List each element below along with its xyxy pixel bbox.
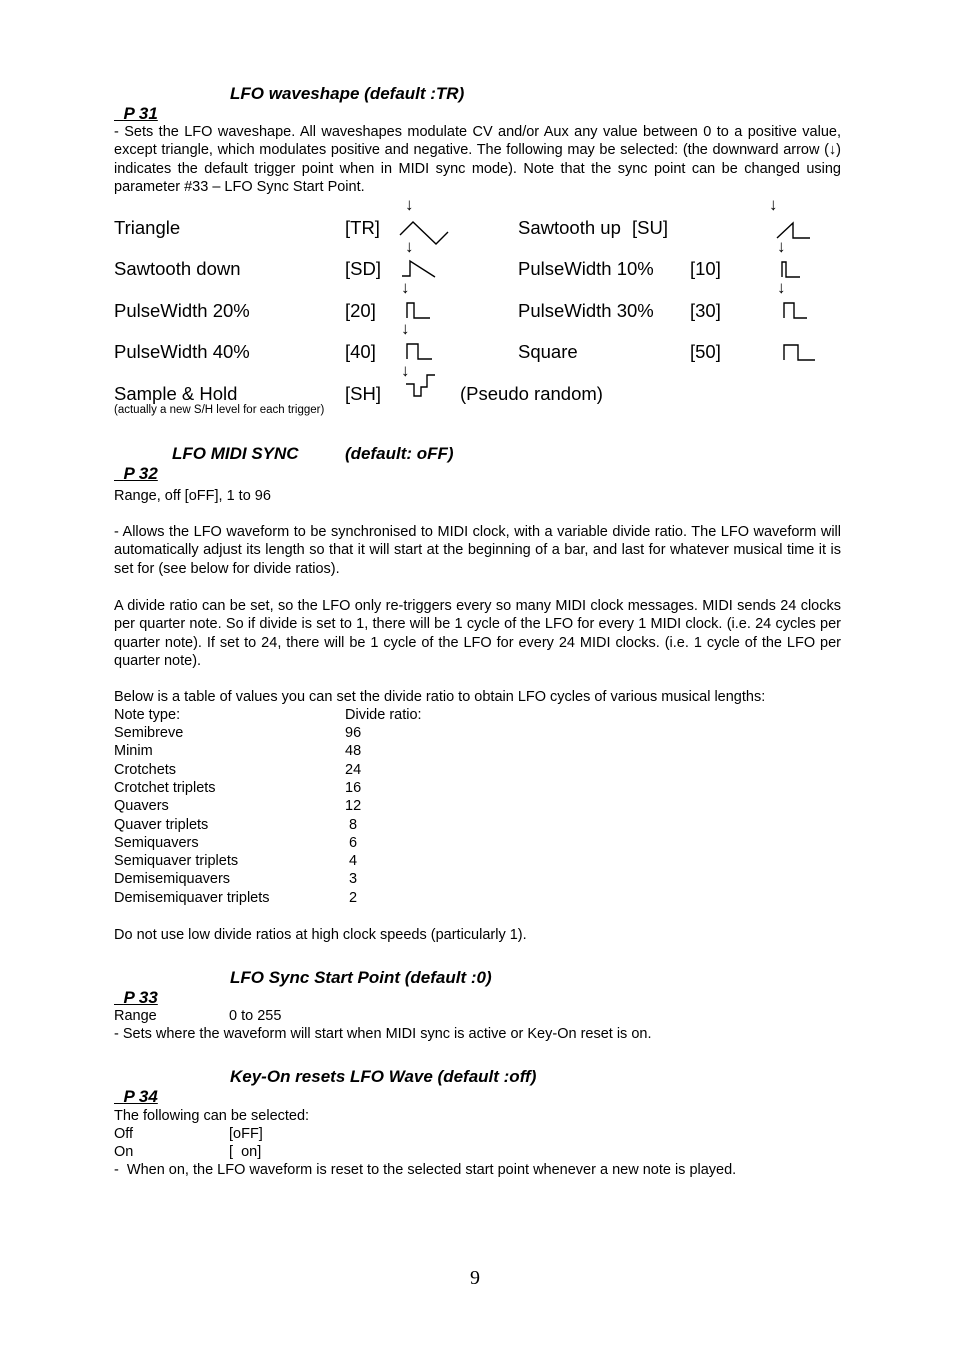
note-type-cell: Semibreve: [114, 725, 184, 741]
wave-code-pw40: [40]: [345, 341, 376, 362]
pseudo-random-label: (Pseudo random): [460, 383, 603, 404]
divide-ratio-cell: 3: [345, 871, 358, 888]
trigger-arrow: ↓: [777, 237, 786, 256]
trigger-arrow: ↓: [769, 195, 778, 214]
wave-name-sawtooth-up: Sawtooth up: [518, 217, 621, 238]
divide-ratio-cell: 12: [345, 798, 362, 815]
trigger-arrow: ↓: [777, 278, 786, 297]
p34-option-on-label: On: [114, 1144, 134, 1160]
p34-description: - When on, the LFO waveform is reset to the selected start point whenever a new note is played.: [114, 1162, 737, 1178]
p34-title: Key-On resets LFO Wave (default :off): [230, 1067, 537, 1086]
p32-paragraph-1: - Allows the LFO waveform to be synchronised to MIDI clock, with a variable divide ratio. The LFO waveform will automatically adjust its length so that it will start at the beginning of a bar, and last for whatever musical time it is set for (see below for divide ratios).: [114, 524, 841, 577]
note-type-cell: Crotchet triplets: [114, 779, 216, 796]
wave-name-sawtooth-down: Sawtooth down: [114, 258, 241, 279]
p33-heading: [114, 968, 492, 1008]
divide-ratio-cell: 8: [345, 816, 358, 833]
p32-heading: [114, 444, 454, 484]
pulse-20-wave-icon: [405, 300, 433, 320]
table-row: [114, 761, 362, 779]
note-type-cell: Quaver triplets: [114, 816, 209, 833]
wave-name-pw30: PulseWidth 30%: [518, 300, 654, 321]
table-row: [114, 889, 358, 907]
p34-option-off-value: [oFF]: [229, 1126, 263, 1142]
wave-code-square: [50]: [690, 341, 721, 362]
divide-ratio-cell: 4: [345, 853, 358, 870]
wave-name-pw20: PulseWidth 20%: [114, 300, 250, 321]
table-row: [114, 834, 358, 852]
header-note-type: Note type:: [114, 707, 181, 723]
p32-range: Range, off [oFF], 1 to 96: [114, 488, 271, 504]
note-type-cell: Semiquaver triplets: [114, 853, 239, 870]
note-type-cell: Demisemiquavers: [114, 871, 231, 888]
note-type-cell: Semiquavers: [114, 834, 199, 851]
square-wave-icon: [782, 342, 818, 362]
wave-code-sawtooth-down: [SD]: [345, 258, 381, 279]
trigger-arrow: ↓: [401, 319, 410, 338]
p32-default: (default: oFF): [345, 444, 454, 463]
wave-code-triangle: [TR]: [345, 217, 380, 238]
table-row: [114, 852, 358, 870]
note-type-cell: Crotchets: [114, 761, 177, 778]
p32-warning: Do not use low divide ratios at high clock speeds (particularly 1).: [114, 927, 527, 943]
p31-description: - Sets the LFO waveshape. All waveshapes modulate CV and/or Aux any value between 0 to a positive value, except triangle, which modulates positive and negative. The following may be selected: (the downward arrow (↓) indicates the default trigger point when in MIDI sync mode). Note that the sync point can be changed using parameter #33 – LFO Sync Start Point.: [114, 124, 841, 195]
header-divide-ratio: Divide ratio:: [345, 707, 422, 723]
wave-name-pw10: PulseWidth 10%: [518, 258, 654, 279]
p34-option-on-value: [ on]: [229, 1144, 262, 1160]
trigger-arrow: ↓: [401, 278, 410, 297]
divide-ratio-cell: 6: [345, 834, 358, 851]
note-type-cell: Quavers: [114, 798, 169, 815]
table-row: [114, 724, 362, 742]
divide-ratio-cell: 48: [345, 743, 362, 760]
table-row: [114, 870, 358, 888]
p33-range-label: Range: [114, 1008, 157, 1024]
table-row: [114, 816, 358, 834]
divide-ratio-cell: 16: [345, 779, 362, 796]
wave-name-sample-hold: Sample & Hold: [114, 383, 238, 404]
p34-number: P 34: [123, 1087, 158, 1106]
divide-ratio-cell: 24: [345, 761, 362, 778]
table-row: [114, 797, 362, 815]
wave-code-sawtooth-up: [SU]: [632, 217, 668, 238]
p34-intro: The following can be selected:: [114, 1108, 310, 1124]
pulse-10-wave-icon: [780, 259, 802, 279]
p33-title: LFO Sync Start Point (default :0): [230, 968, 492, 987]
p33-range-value: 0 to 255: [229, 1008, 282, 1024]
table-intro: Below is a table of values you can set the divide ratio to obtain LFO cycles of various musical lengths:: [114, 689, 766, 705]
wave-code-pw30: [30]: [690, 300, 721, 321]
p31-title: LFO waveshape (default :TR): [230, 84, 465, 103]
page-number: 9: [470, 1267, 480, 1289]
table-header: [114, 706, 422, 724]
p33-description: - Sets where the waveform will start when MIDI sync is active or Key-On reset is on.: [114, 1026, 652, 1042]
wave-name-square: Square: [518, 341, 578, 362]
trigger-arrow: ↓: [401, 361, 410, 380]
table-row: [114, 779, 362, 797]
p34-heading: [114, 1067, 537, 1107]
sawtooth-down-wave-icon: [400, 258, 438, 280]
note-type-cell: Minim: [114, 743, 153, 760]
table-row: [114, 742, 362, 760]
wave-name-pw40: PulseWidth 40%: [114, 341, 250, 362]
sample-hold-wave-icon: [404, 372, 438, 398]
trigger-arrow: ↓: [405, 195, 414, 214]
p34-option-off-label: Off: [114, 1126, 134, 1142]
divide-ratio-cell: 2: [345, 889, 358, 906]
p33-number: P 33: [123, 988, 158, 1007]
p32-number: P 32: [123, 464, 158, 483]
p32-title: LFO MIDI SYNC: [172, 444, 299, 463]
note-type-cell: Demisemiquaver triplets: [114, 889, 270, 906]
divide-ratio-cell: 96: [345, 725, 362, 741]
wave-code-pw20: [20]: [345, 300, 376, 321]
trigger-arrow: ↓: [405, 237, 414, 256]
pulse-30-wave-icon: [782, 300, 810, 320]
sample-hold-note: (actually a new S/H level for each trigger): [114, 404, 325, 416]
wave-code-pw10: [10]: [690, 258, 721, 279]
p31-number: P 31: [123, 104, 158, 123]
wave-name-triangle: Triangle: [114, 217, 181, 238]
p32-paragraph-2: A divide ratio can be set, so the LFO only re-triggers every so many MIDI clock messages. MIDI sends 24 clocks per quarter note. So if divide is set to 1, there will be 1 cycle of the LFO for every 1 MIDI clock. (i.e. 24 cycles per quarter note). If set to 24, there will be 1 cycle of the LFO for every 24 MIDI clocks. (i.e. 1 cycle of the LFO per quarter note).: [114, 598, 841, 669]
p31-heading: [114, 84, 465, 124]
pulse-40-wave-icon: [405, 341, 435, 361]
wave-code-sample-hold: [SH]: [345, 383, 381, 404]
